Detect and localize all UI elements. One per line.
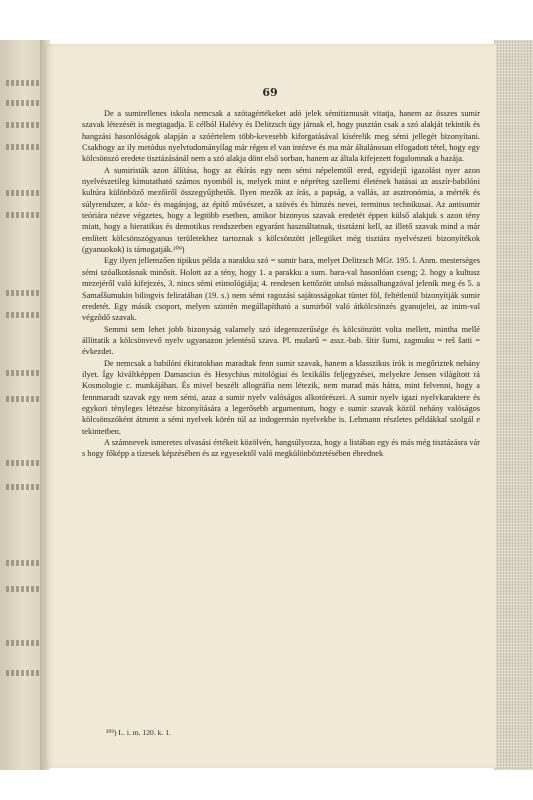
paragraph: A számnevek ismeretes olvasási értékeit közölvén, hangsúlyozza, hogy a listában egy és más még tisztázásra vár s hogy főképp a tízesek képzésében és az egyesektől való megkülönböztetésében ébrednek	[82, 437, 480, 459]
paragraph: A sumiristák azon állítása, hogy az ékírás egy nem sémi népelemtől ered, egyidejű igazolást nyer azon nyelvészetileg kimutatható számos nyomból is, melyek mint e népréteg szellemi életének hatásai az asszír-babilóni kultúra különböző mezőiről összegyűjthetők. Ilyen mezők az írás, a papság, a vallás, az asztronómia, a mérték és súlyrendszer, a köz- és magánjog, az építő művészet, a szövés és hímzés nevei, terminus technikusai. Az antisumir teóriára nézve végzetes, hogy a legtöbb esetben, amikor bizonyos szavak eredetét éppen külső alakjuk s azon tény miatt, hogy a hieratikus és demotikus rendszerben egyaránt használtatnak, tisztázni kell, az illető szavak mind a már említett kölcsönszógyanus területekhez tartoznak s kölcsönzött jellegüket még tisztára nyelvészeti bizonyítékok (gyanuokok) is támogatják.²⁰⁹)	[82, 165, 480, 255]
body-text	[82, 108, 480, 460]
paragraph: Egy ilyen jellemzően típikus példa a narakku szó = sumir bara, melyet Delitzsch MGr. 195. l. Anm. mesterséges sémi szóalkotásnak minősít. Holott az a tény, hogy 1. a parakku a sum. bara-val hasonlóan cseng; 2. hogy a kultusz mezejéről való kifejezés, 3. nincs sémi etimológiája; 4. rendesen kettőzött utolsó mássalhangzóval jelenik meg és 5. a Samaššumukin bilingvis feliratában (19. s.) nem sémi ragozási sajátosságokat tüntet föl, feltétlenül bizonyítják sumir eredetét. Egy másik csoport, melyen szintén megállapítható a sumirból való átkölcsönzés gyanujelei, az inim-val végződő szavak.	[82, 256, 480, 323]
previous-page-edge	[0, 40, 44, 770]
paragraph: Semmi sem lehet jobb bizonyság valamely szó idegenszerűsége és kölcsönzött volta mellett, mintha mellé állíttatik a kölcsönvevő nyelv ugyanazon jelentésű szava. Pl. mušarû = assz.-bab. šitir šumi, zagmuku = reš šatti = évkezdet.	[82, 324, 480, 357]
book-cover-cloth	[494, 40, 533, 770]
paragraph: De nemcsak a babilóni ékiratokban maradtak fenn sumir szavak, hanem a klasszikus írók is megőriztek nehány ilyet. Így kiváltképpen Damascius és Hesychius mitológiai és lexikális feljegyzései, melyekre Jensen világított rá Kosmologie c. munkájában. És mivel beszélt allográfia nem létezik, nem marad más hátra, mint felvenni, hogy a fennmaradt szavak egy nem sémi, azaz a sumir nyelv valóságos alkotórészei. A sumir nyelv igazi nyelvkaraktere és egykori tényleges létezése bizonyítására a legerősebb argumentum, hogy e sumir szavak közül nehány valóságos kölcsönszóként átment a sémi nyelvek körén túl az indogermán nyelvekbe is. Lehmann részletes példákkal szolgál e tekintetben.	[82, 358, 480, 436]
book-page	[44, 44, 496, 768]
paragraph: De a sumirellenes iskola nemcsak a szótagértékeket adó jelek sémitizmusát vitatja, hanem az összes sumir szavak létezését is megtagadja. E célból Halévy és Delitzsch úgy járnak el, hogy pusztán csak a szó alakját tekintik és hangzási hasonlóságok alapján a szóértelem több-kevesebb kiforgatásával kísérelik meg sémi jellegét bizonyítani. Csakhogy az ily metódus nyelvtudományilag már régen el van intézve és ma már általánosan elfogadott tétel, hogy egy kölcsönszó eredete tisztázásánál nem a szó alakja dönt első sorban, hanem az általa kifejezett fogalomnak a hazája.	[82, 109, 480, 164]
page-number: 69	[262, 86, 278, 99]
footnote: ²⁰⁹) L. i. m. 120. k. 1.	[106, 728, 171, 737]
